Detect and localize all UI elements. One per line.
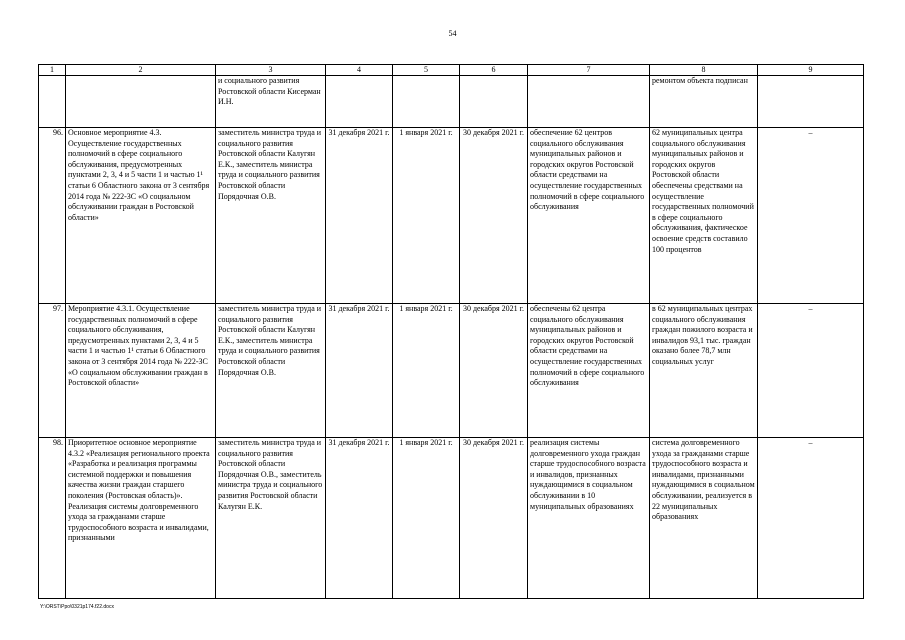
col-header-1: 1 xyxy=(39,65,66,76)
cell-date-end: 30 декабря 2021 г. xyxy=(460,304,528,438)
col-header-8: 8 xyxy=(650,65,758,76)
cell-date-start: 1 января 2021 г. xyxy=(393,128,460,304)
events-table xyxy=(38,64,864,599)
cell-reason xyxy=(758,76,864,128)
col-header-3: 3 xyxy=(216,65,326,76)
table-row xyxy=(39,128,864,304)
cell-actual: в 62 муниципальных центрах социального обслуживания граждан пожилого возраста и инвалидов 93,1 тыс. граждан оказано более 78,7 млн социальных услуг xyxy=(650,304,758,438)
col-header-6: 6 xyxy=(460,65,528,76)
table-row xyxy=(39,438,864,599)
cell-date-plan: 31 декабря 2021 г. xyxy=(326,128,393,304)
cell-executor: заместитель министра труда и социального развития Ростовской области Калугян Е.К., заместитель министра труда и социального развития Ростовской области Порядочная О.В. xyxy=(216,128,326,304)
continuation-row xyxy=(39,76,864,128)
page-number: 54 xyxy=(448,29,457,38)
cell-name: Мероприятие 4.3.1. Осуществление государственных полномочий в сфере социального обслуживания, предусмотренных пунктами 2, 3, 4 и 5 части 1 и частью 1¹ статьи 6 Областного закона от 3 сентября 2014 года № 222-ЗС «О социальном обслуживании граждан в Ростовской области» xyxy=(66,304,216,438)
cell-reason: – xyxy=(758,438,864,599)
cell-date-plan xyxy=(326,76,393,128)
cell-name xyxy=(66,76,216,128)
cell-date-start: 1 января 2021 г. xyxy=(393,304,460,438)
cell-name: Приоритетное основное мероприятие 4.3.2 «Реализация регионального проекта «Разработка и реализация программы системной поддержки и повышения качества жизни граждан старшего поколения (Ростовская область)». Реализация системы долговременного ухода за гражданами старше трудоспособного возраста и инвалидами, признанными xyxy=(66,438,216,599)
header-row xyxy=(39,65,864,76)
cell-executor: заместитель министра труда и социального развития Ростовской области Калугян Е.К., заместитель министра труда и социального развития Ростовской области Порядочная О.В. xyxy=(216,304,326,438)
cell-date-plan: 31 декабря 2021 г. xyxy=(326,304,393,438)
cell-num: 98. xyxy=(39,438,66,599)
cell-actual: ремонтом объекта подписан xyxy=(650,76,758,128)
cell-date-plan: 31 декабря 2021 г. xyxy=(326,438,393,599)
cell-executor: заместитель министра труда и социального развития Ростовской области Порядочная О.В., заместитель министра труда и социального развития Ростовской области Калугян Е.К. xyxy=(216,438,326,599)
col-header-9: 9 xyxy=(758,65,864,76)
cell-date-start: 1 января 2021 г. xyxy=(393,438,460,599)
cell-reason: – xyxy=(758,304,864,438)
col-header-5: 5 xyxy=(393,65,460,76)
col-header-7: 7 xyxy=(528,65,650,76)
cell-num xyxy=(39,76,66,128)
cell-date-end xyxy=(460,76,528,128)
cell-reason: – xyxy=(758,128,864,304)
cell-actual: система долговременного ухода за гражданами старше трудоспособного возраста и инвалидами, признанными нуждающимися в социальном обслуживании, реализуется в 22 муниципальных образованиях xyxy=(650,438,758,599)
cell-actual: 62 муниципальных центра социального обслуживания муниципальных районов и городских округов Ростовской области обеспечены средствами на осуществление государственных полномочий в сфере социального обслуживания, фактическое освоение средств составило 100 процентов xyxy=(650,128,758,304)
cell-date-start xyxy=(393,76,460,128)
cell-num: 96. xyxy=(39,128,66,304)
cell-expected: реализация системы долговременного ухода граждан старше трудоспособного возраста и инвалидов, признанных нуждающимися в социальном обслуживании в 10 муниципальных образованиях xyxy=(528,438,650,599)
cell-expected: обеспечение 62 центров социального обслуживания муниципальных районов и городских округов Ростовской области средствами на осуществление государственных полномочий в сфере социального обслуживания xyxy=(528,128,650,304)
cell-expected xyxy=(528,76,650,128)
cell-date-end: 30 декабря 2021 г. xyxy=(460,128,528,304)
file-path-footer: Y:\ORST\Ppo\0321p174.f22.docx xyxy=(40,604,114,610)
col-header-2: 2 xyxy=(66,65,216,76)
cell-name: Основное мероприятие 4.3. Осуществление государственных полномочий в сфере социального обслуживания, предусмотренных пунктами 2, 3, 4 и 5 части 1 и частью 1¹ статьи 6 Областного закона от 3 сентября 2014 года № 222-ЗС «О социальном обслуживании граждан в Ростовской области» xyxy=(66,128,216,304)
table-row xyxy=(39,304,864,438)
col-header-4: 4 xyxy=(326,65,393,76)
cell-expected: обеспечены 62 центра социального обслуживания муниципальных районов и городских округов Ростовской области средствами на осуществление государственных полномочий в сфере социального обслуживания xyxy=(528,304,650,438)
cell-date-end: 30 декабря 2021 г. xyxy=(460,438,528,599)
cell-num: 97. xyxy=(39,304,66,438)
cell-executor: и социального развития Ростовской области Кисерман И.Н. xyxy=(216,76,326,128)
